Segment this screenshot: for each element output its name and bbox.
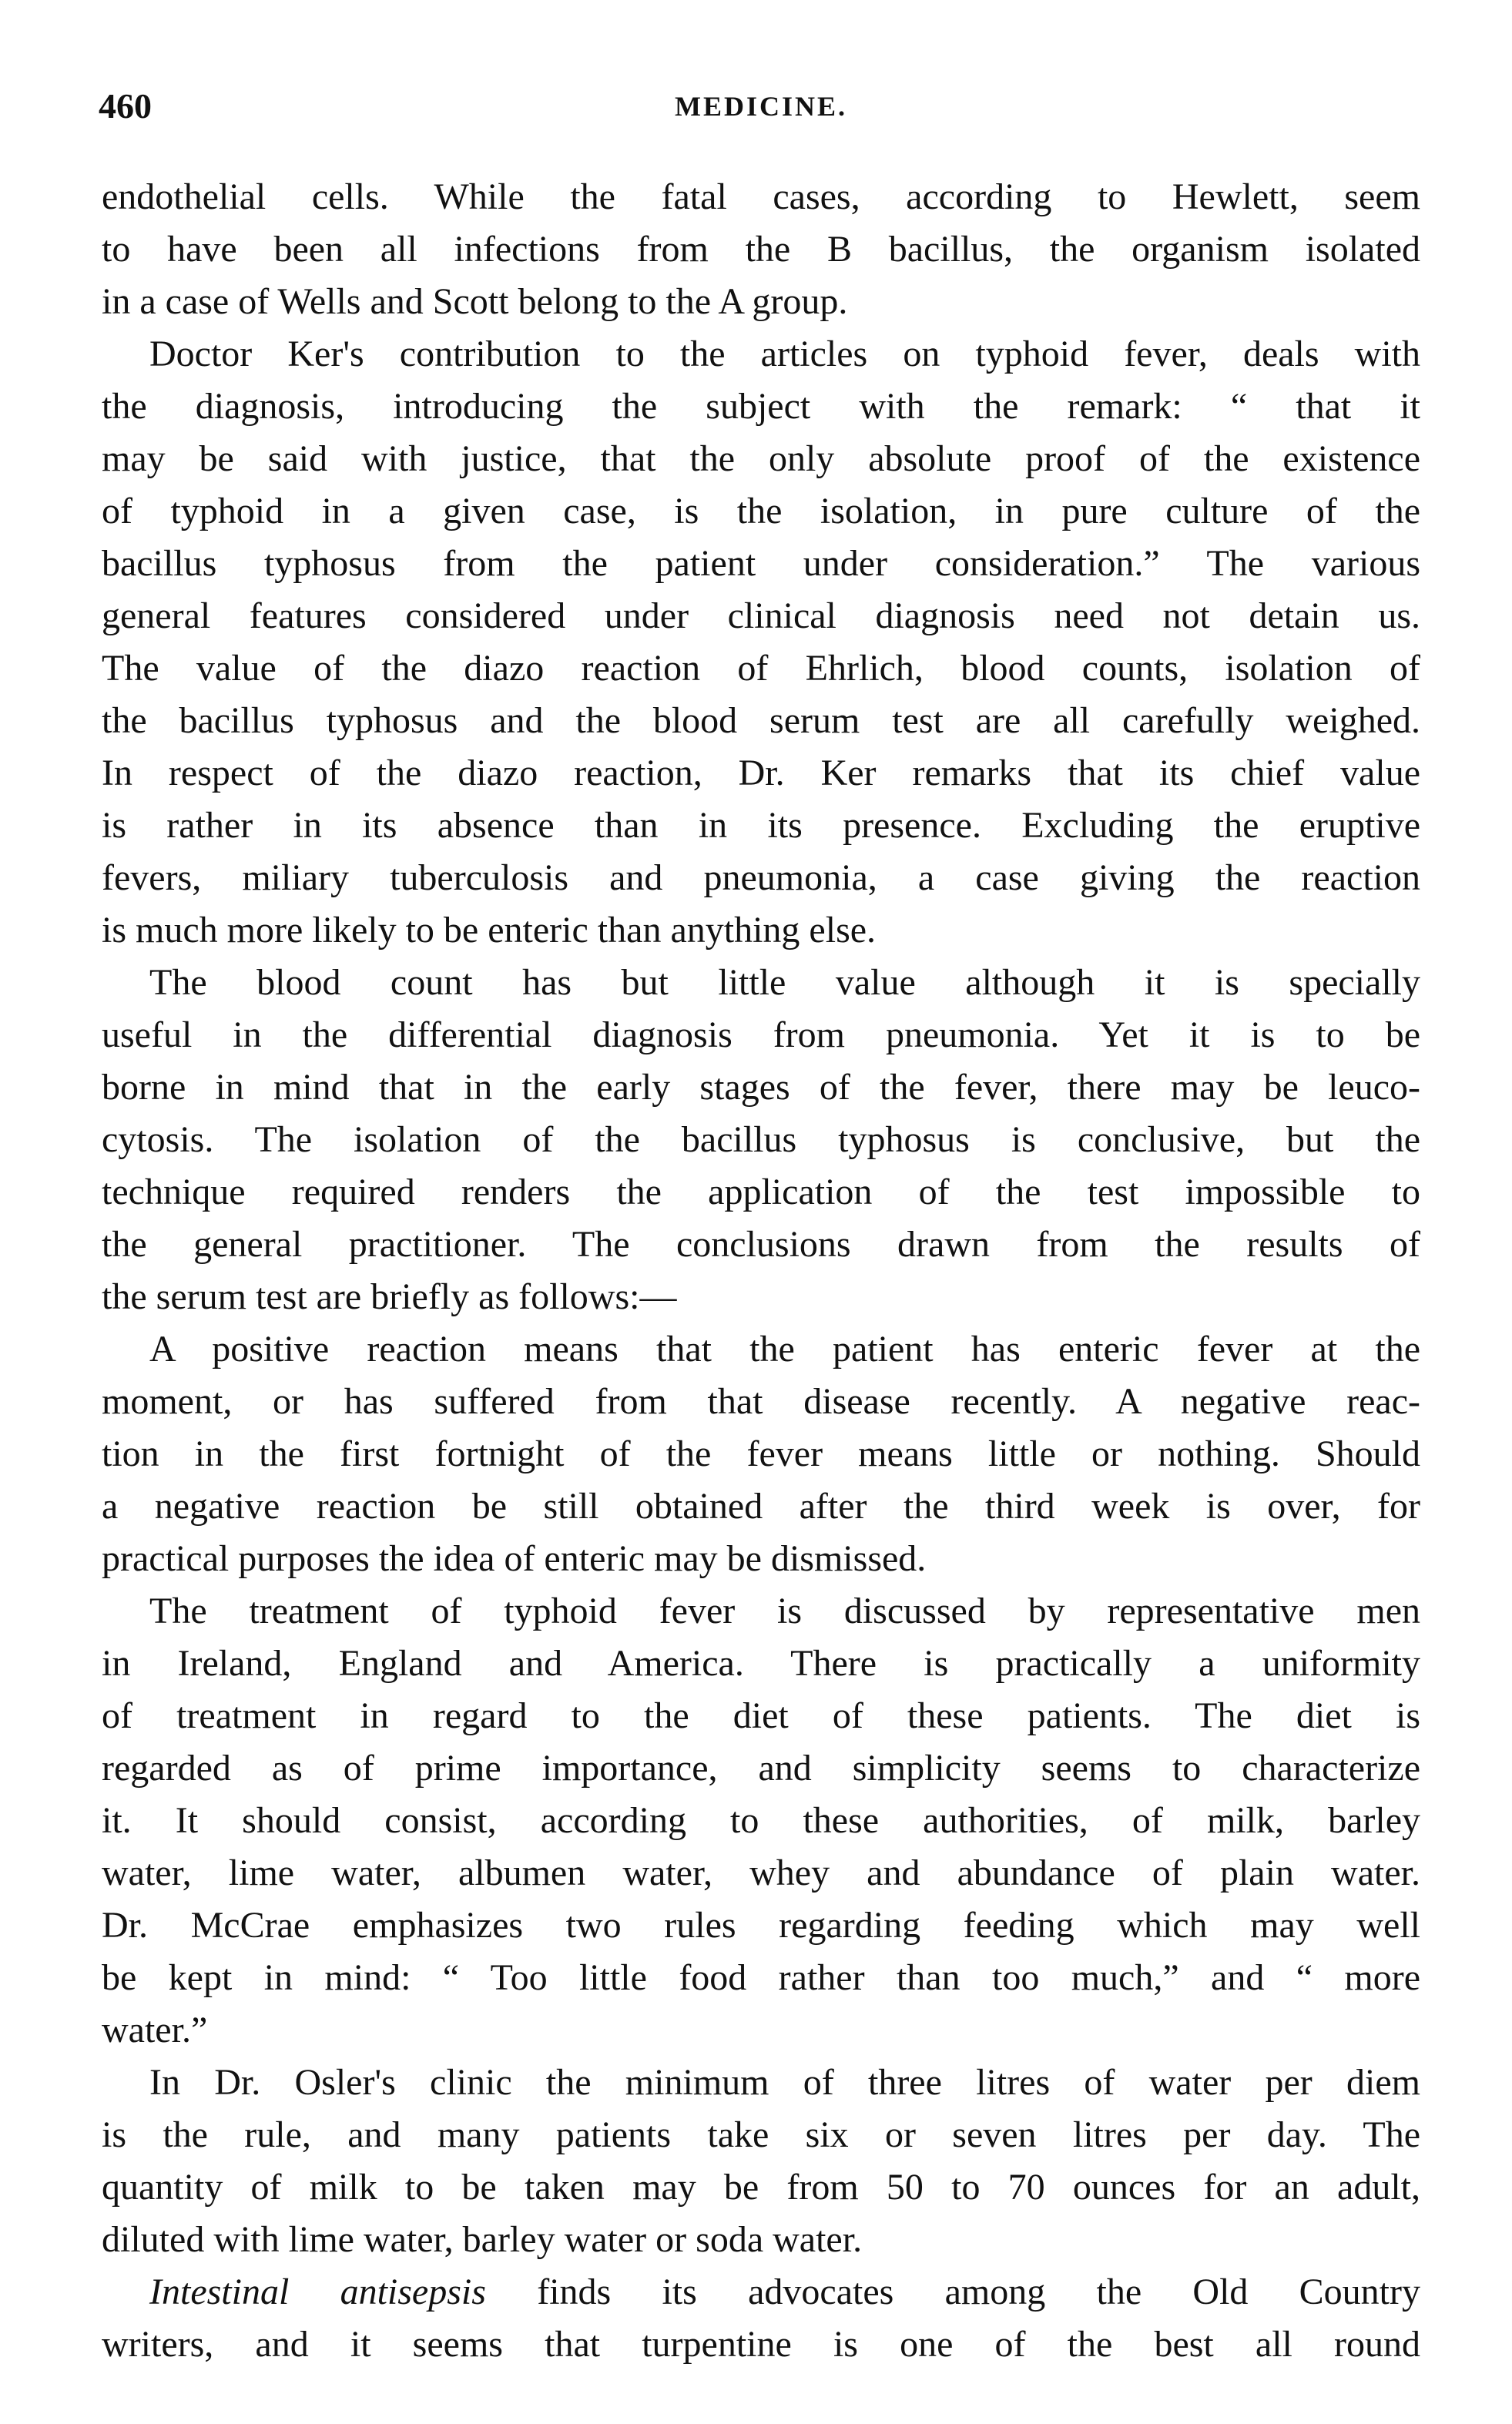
line-text: useful in the differential diagnosis from pneumonia. Yet it is to be — [102, 1014, 1420, 1055]
line-text: borne in mind that in the early stages of the fever, there may be leuco- — [102, 1067, 1420, 1108]
text-line — [102, 1638, 1420, 1690]
text-line — [102, 590, 1420, 642]
text-line — [102, 2161, 1420, 2214]
running-head — [99, 83, 1423, 129]
line-text: to have been all infections from the B bacillus, the organism isolated — [102, 229, 1420, 270]
line-text: technique required renders the application of the test impossible to — [102, 1172, 1420, 1212]
text-line — [102, 1795, 1420, 1847]
line-text: the serum test are briefly as follows:— — [102, 1276, 677, 1317]
body-text — [102, 171, 1420, 2371]
line-text: endothelial cells. While the fatal cases, according to Hewlett, seem — [102, 176, 1420, 217]
page-number: 460 — [99, 86, 152, 126]
line-text: may be said with justice, that the only absolute proof of the existence — [102, 438, 1420, 479]
text-line — [102, 1428, 1420, 1480]
text-line — [102, 381, 1420, 433]
line-text: the bacillus typhosus and the blood serum test are all carefully weighed. — [102, 700, 1420, 741]
running-title: MEDICINE. — [674, 91, 847, 122]
line-text: bacillus typhosus from the patient under consideration.” The various — [102, 543, 1420, 584]
text-line — [102, 1952, 1420, 2004]
line-text: quantity of milk to be taken may be from 50 to 70 ounces for an adult, — [102, 2167, 1420, 2208]
text-line — [102, 904, 1420, 957]
line-text: is much more likely to be enteric than anything else. — [102, 910, 877, 950]
text-line — [102, 2266, 1420, 2318]
line-text: the diagnosis, introducing the subject with the remark: “ that it — [102, 386, 1420, 427]
text-line — [102, 957, 1420, 1009]
line-text: is the rule, and many patients take six or seven litres per day. The — [102, 2114, 1420, 2155]
line-text: finds its advocates among the Old Country — [485, 2271, 1420, 2312]
line-text: of treatment in regard to the diet of these patients. The diet is — [102, 1695, 1420, 1736]
text-line — [102, 1114, 1420, 1166]
text-line — [102, 695, 1420, 747]
line-text: in a case of Wells and Scott belong to the A group. — [102, 281, 848, 322]
text-line — [102, 1742, 1420, 1795]
line-text: in Ireland, England and America. There is practically a uniformity — [102, 1643, 1420, 1684]
text-line — [102, 276, 1420, 328]
text-line — [102, 1480, 1420, 1533]
line-text: writers, and it seems that turpentine is one of the best all round — [102, 2324, 1420, 2365]
line-text: be kept in mind: “ Too little food rather than too much,” and “ more — [102, 1957, 1420, 1998]
text-line — [102, 2057, 1420, 2109]
text-line — [102, 171, 1420, 223]
line-text: moment, or has suffered from that disease recently. A negative reac- — [102, 1381, 1420, 1422]
line-text: water, lime water, albumen water, whey and abundance of plain water. — [102, 1852, 1420, 1893]
text-line — [102, 433, 1420, 485]
line-text: Doctor Ker's contribution to the articles on typhoid fever, deals with — [149, 334, 1420, 374]
line-text: A positive reaction means that the patient has enteric fever at the — [149, 1329, 1420, 1370]
line-text: In respect of the diazo reaction, Dr. Ker remarks that its chief value — [102, 753, 1420, 793]
text-line — [102, 1690, 1420, 1742]
text-line — [102, 642, 1420, 695]
text-line — [102, 538, 1420, 590]
text-line — [102, 2109, 1420, 2161]
text-line — [102, 747, 1420, 800]
text-line — [102, 1533, 1420, 1585]
text-line — [102, 852, 1420, 904]
text-line — [102, 1009, 1420, 1061]
line-text: Dr. McCrae emphasizes two rules regarding feeding which may well — [102, 1905, 1420, 1946]
text-line — [102, 1323, 1420, 1376]
text-line — [102, 1899, 1420, 1952]
line-text: general features considered under clinical diagnosis need not detain us. — [102, 595, 1420, 636]
text-line — [102, 485, 1420, 538]
italic-lead: Intestinal antisepsis — [149, 2271, 486, 2312]
line-text: practical purposes the idea of enteric may be dismissed. — [102, 1538, 927, 1579]
line-text: regarded as of prime importance, and simplicity seems to characterize — [102, 1748, 1420, 1789]
text-line — [102, 1271, 1420, 1323]
text-line — [102, 1847, 1420, 1899]
text-line — [102, 1061, 1420, 1114]
line-text: it. It should consist, according to these authorities, of milk, barley — [102, 1800, 1420, 1841]
line-text: the general practitioner. The conclusions drawn from the results of — [102, 1224, 1420, 1265]
text-line — [102, 800, 1420, 852]
text-line — [102, 2004, 1420, 2057]
line-text: The treatment of typhoid fever is discussed by representative men — [149, 1591, 1420, 1631]
line-text: tion in the first fortnight of the fever means little or nothing. Should — [102, 1433, 1420, 1474]
text-line — [102, 2318, 1420, 2371]
text-line — [102, 328, 1420, 381]
text-line — [102, 1166, 1420, 1219]
line-text: diluted with lime water, barley water or soda water. — [102, 2219, 863, 2260]
line-text: a negative reaction be still obtained after the third week is over, for — [102, 1486, 1420, 1527]
text-line — [102, 1585, 1420, 1638]
line-text: cytosis. The isolation of the bacillus typhosus is conclusive, but the — [102, 1119, 1420, 1160]
text-line — [102, 223, 1420, 276]
text-line — [102, 2214, 1420, 2266]
line-text: The value of the diazo reaction of Ehrlich, blood counts, isolation of — [102, 648, 1420, 689]
line-text: fevers, miliary tuberculosis and pneumonia, a case giving the reaction — [102, 857, 1420, 898]
line-text: The blood count has but little value although it is specially — [149, 962, 1420, 1003]
text-line — [102, 1219, 1420, 1271]
line-text: is rather in its absence than in its presence. Excluding the eruptive — [102, 805, 1420, 846]
line-text: In Dr. Osler's clinic the minimum of three litres of water per diem — [149, 2062, 1420, 2103]
line-text: water.” — [102, 2010, 208, 2050]
text-line — [102, 1376, 1420, 1428]
line-text: of typhoid in a given case, is the isolation, in pure culture of the — [102, 491, 1420, 531]
